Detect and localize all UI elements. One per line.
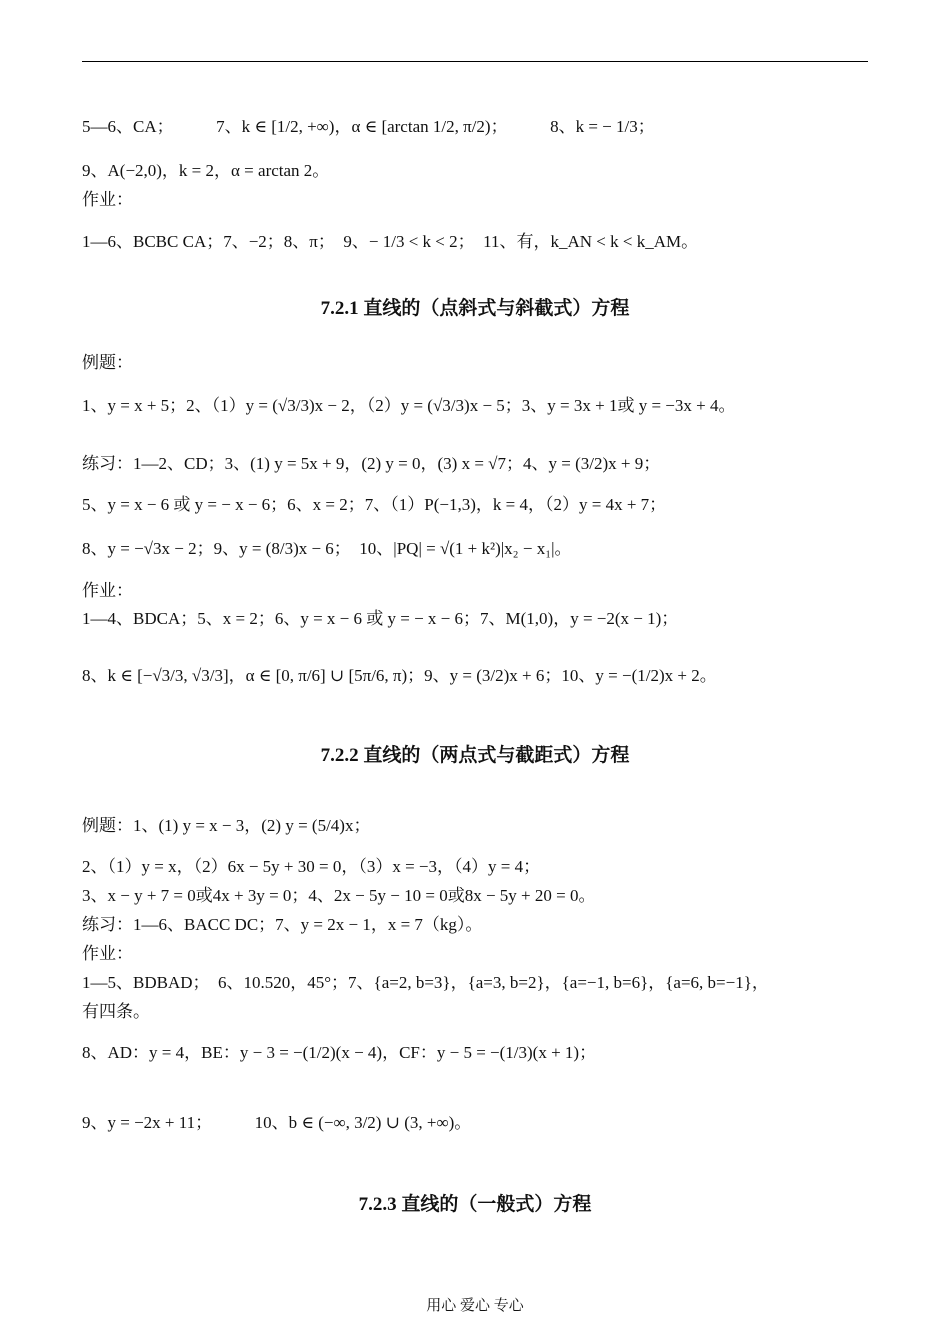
examples-answers-1: 例题：1、(1) y = x − 3，(2) y = (5/4)x；: [82, 816, 371, 835]
practice-answers: 练习：1—6、BACC DC；7、y = 2x − 1，x = 7（kg）。: [82, 915, 483, 934]
answer-line-5-7: 5、y = x − 6 或 y = − x − 6；6、x = 2；7、（1）P(−1,3)，k = 4，（2）y = 4x + 7；: [82, 495, 667, 514]
answer-line-5-8: 5—6、CA； 7、k ∈ [1/2, +∞)，α ∈ [arctan 1/2, π/2)； 8、k = − 1/3；: [82, 117, 655, 136]
homework-answers-3: 9、y = −2x + 11； 10、b ∈ (−∞, 3/2) ∪ (3, +∞)。: [82, 1113, 472, 1132]
homework-label: 作业：: [82, 944, 133, 963]
examples-label: 例题：: [82, 353, 133, 372]
homework-label: 作业：: [82, 581, 133, 600]
homework-label: 作业：: [82, 190, 133, 209]
section-title-722: 7.2.2 直线的（两点式与截距式）方程: [320, 745, 630, 766]
section-title-721: 7.2.1 直线的（点斜式与斜截式）方程: [320, 298, 630, 319]
examples-answers: 1、y = x + 5；2、（1）y = (√3/3)x − 2，（2）y = (√3/3)x − 5；3、y = 3x + 1或 y = −3x + 4。: [82, 396, 736, 415]
homework-answers-1: 1—5、BDBAD； 6、10.520，45°；7、{a=2, b=3}，{a=3, b=2}，{a=−1, b=6}，{a=6, b=−1}，: [82, 973, 769, 992]
examples-answers-3: 3、x − y + 7 = 0或4x + 3y = 0；4、2x − 5y − 10 = 0或8x − 5y + 20 = 0。: [82, 886, 596, 905]
examples-answers-2: 2、（1）y = x，（2）6x − 5y + 30 = 0，（3）x = −3，（4）y = 4；: [82, 857, 541, 876]
homework-answers: 1—6、BCBC CA；7、−2；8、π； 9、− 1/3 < k < 2； 11、有，k_AN < k < k_AM。: [82, 232, 699, 251]
practice-answers: 练习：1—2、CD；3、(1) y = 5x + 9，(2) y = 0，(3) x = √7；4、y = (3/2)x + 9；: [82, 454, 661, 473]
homework-answers-1b: 有四条。: [82, 1002, 150, 1021]
page-footer: 用心 爱心 专心: [426, 1298, 524, 1314]
homework-answers-2: 8、AD：y = 4，BE：y − 3 = −(1/2)(x − 4)，CF：y − 5 = −(1/3)(x + 1)；: [82, 1043, 597, 1062]
homework-answers-1: 1—4、BDCA；5、x = 2；6、y = x − 6 或 y = − x − 6；7、M(1,0)，y = −2(x − 1)；: [82, 609, 679, 628]
section-title-723: 7.2.3 直线的（一般式）方程: [358, 1194, 592, 1215]
answer-line-9: 9、A(−2,0)，k = 2，α = arctan 2。: [82, 161, 330, 180]
header-rule: [82, 61, 868, 62]
answer-line-8-10: 8、y = −√3x − 2；9、y = (8/3)x − 6； 10、|PQ| = √(1 + k²)|x₂ − x₁|。: [82, 539, 572, 558]
homework-answers-2: 8、k ∈ [−√3/3, √3/3]，α ∈ [0, π/6] ∪ [5π/6, π)；9、y = (3/2)x + 6；10、y = −(1/2)x + 2。: [82, 666, 717, 685]
